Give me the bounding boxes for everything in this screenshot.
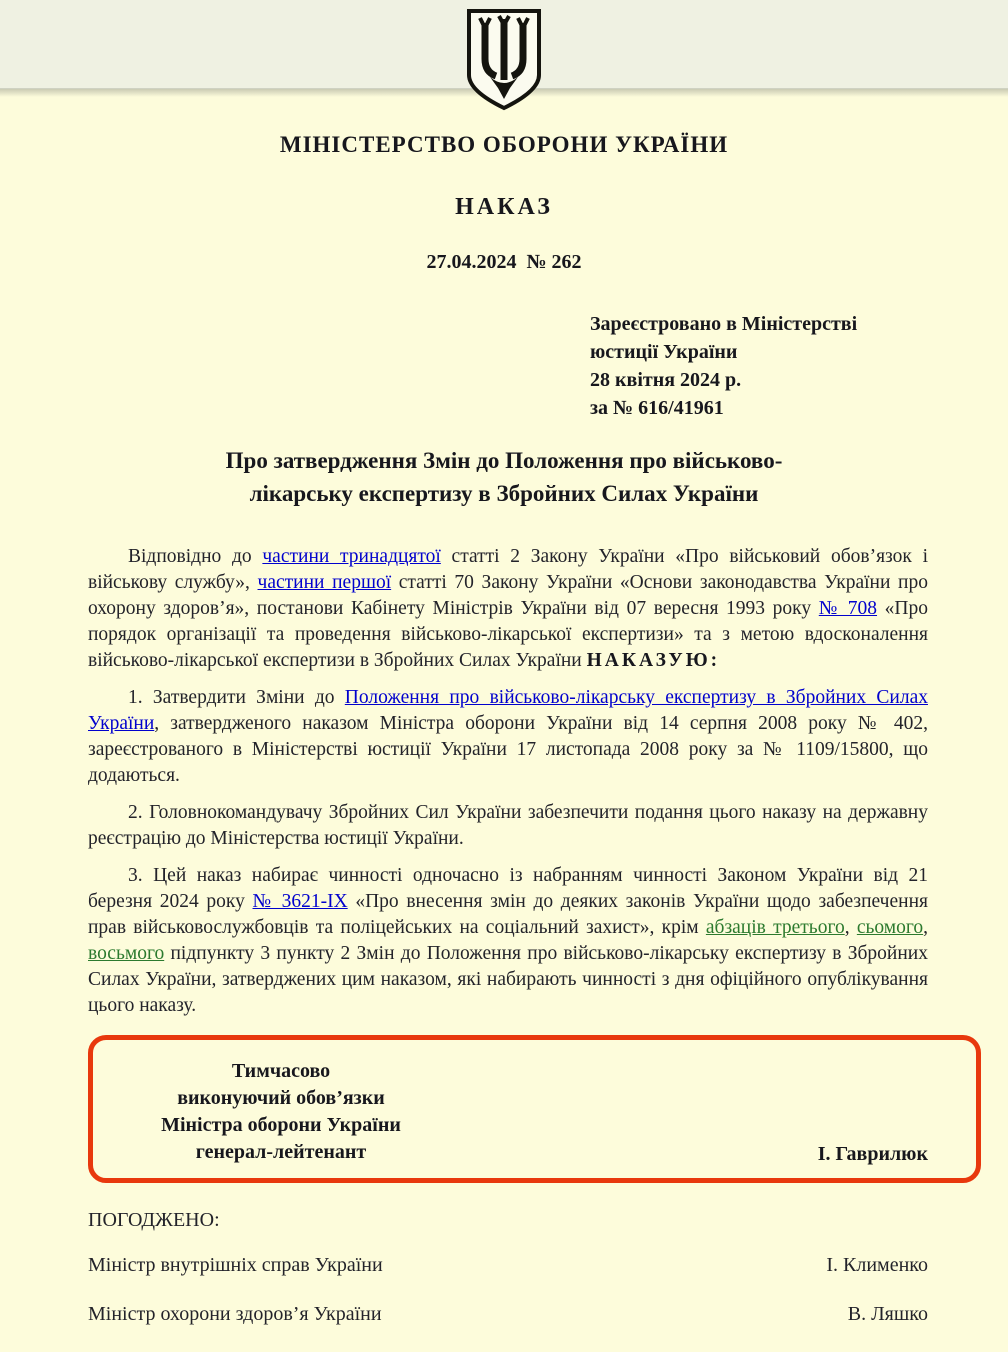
agreement-label: ПОГОДЖЕНО:: [88, 1209, 220, 1231]
text-segment: Відповідно до: [128, 546, 263, 567]
text-segment: 2. Головнокомандувачу Збройних Сил України забезпечити подання цього наказу на державну реєстрацію до Міністерства юстиції України.: [88, 802, 928, 849]
agreement-post: Міністр охорони здоров’я України: [88, 1303, 382, 1325]
text-segment: «Про внесення змін до деяких законів України щодо забезпечення прав військовослужбовців та поліцейських на соціальний захист», крім: [88, 891, 928, 938]
inline-link[interactable]: абзаців третього: [705, 917, 845, 938]
signatory-role-line: генерал-лейтенант: [195, 1141, 367, 1163]
document-title: [0, 444, 1008, 510]
text-segment: 1. Затвердити Зміни до: [128, 687, 345, 708]
agreement-row: [88, 1303, 928, 1326]
text-segment: 3. Цей наказ набирає чинності одночасно із набранням чинності Законом України від 21 березня 2024 року: [88, 865, 928, 912]
document-title-line: лікарську експертизу в Збройних Силах України: [249, 481, 759, 506]
ukraine-trident-emblem-icon: [462, 8, 546, 110]
agreement-section: [88, 1209, 928, 1326]
agreement-row: [88, 1254, 928, 1277]
registration-line: Зареєстровано в Міністерстві: [590, 313, 858, 335]
body-text: [88, 544, 928, 1019]
emphasis-text: НАКАЗУЮ:: [586, 650, 721, 671]
document-type-heading: НАКАЗ: [455, 194, 553, 220]
text-segment: статті 2 Закону України «Про військовий обов’язок і військову службу»,: [88, 546, 928, 593]
ministry-name: МІНІСТЕРСТВО ОБОРОНИ УКРАЇНИ: [279, 132, 729, 157]
signatory-name: І. Гаврилюк: [817, 1143, 928, 1165]
signatory-role-line: Тимчасово: [231, 1060, 331, 1082]
inline-link[interactable]: частини першої: [257, 572, 392, 593]
order-item-3: [88, 863, 928, 1019]
registration-line: 28 квітня 2024 р.: [590, 369, 742, 391]
order-date-number: 27.04.2024 № 262: [426, 251, 582, 273]
signature-highlight-box: [88, 1035, 981, 1183]
text-segment: статті 70 Закону України «Основи законодавства України про охорону здоров’я», постанови Кабінету Міністрів України від 07 вересня 1993 року: [88, 572, 928, 619]
inline-link[interactable]: восьмого: [88, 943, 165, 964]
inline-link[interactable]: № 708: [818, 598, 878, 619]
inline-link[interactable]: частини тринадцятої: [262, 546, 441, 567]
document-content: [0, 96, 1008, 1352]
inline-link[interactable]: № 3621-IX: [252, 891, 348, 912]
registration-block: [590, 310, 928, 422]
agreement-name: І. Клименко: [826, 1254, 928, 1276]
signatory-role-line: виконуючий обов’язки: [177, 1087, 385, 1109]
inline-link[interactable]: сьомого: [856, 917, 924, 938]
agreement-name: В. Ляшко: [847, 1303, 928, 1325]
text-segment: ,: [923, 917, 928, 938]
signatory-role: [109, 1058, 453, 1166]
document-title-line: Про затвердження Змін до Положення про військово-: [225, 448, 783, 473]
inline-link[interactable]: Положення про військово-лікарську експертизу в Збройних Силах України: [88, 687, 928, 734]
registration-line: юстиції України: [590, 341, 738, 363]
agreement-post: Міністр внутрішніх справ України: [88, 1254, 383, 1276]
text-segment: ,: [844, 917, 857, 938]
text-segment: підпункту 3 пункту 2 Змін до Положення про військово-лікарську експертизу в Збройних Силах України, затверджених цим наказом, які набирають чинності з дня офіційного опублікування цього наказу.: [88, 943, 928, 1016]
text-segment: «Про порядок організації та проведення військово-лікарської експертизи» та з метою вдосконалення військово-лікарської експертизи в Збройних Силах України: [88, 598, 928, 671]
text-segment: , затвердженого наказом Міністра оборони України від 14 серпня 2008 року № 402, зареєстрованого в Міністерстві юстиції України 17 листопада 2008 року за № 1109/15800, що додаються.: [88, 713, 928, 786]
order-item-1: [88, 685, 928, 789]
registration-line: за № 616/41961: [590, 397, 724, 419]
order-item-2: [88, 800, 928, 852]
preamble-paragraph: [88, 544, 928, 674]
signatory-role-line: Міністра оборони України: [161, 1114, 401, 1136]
